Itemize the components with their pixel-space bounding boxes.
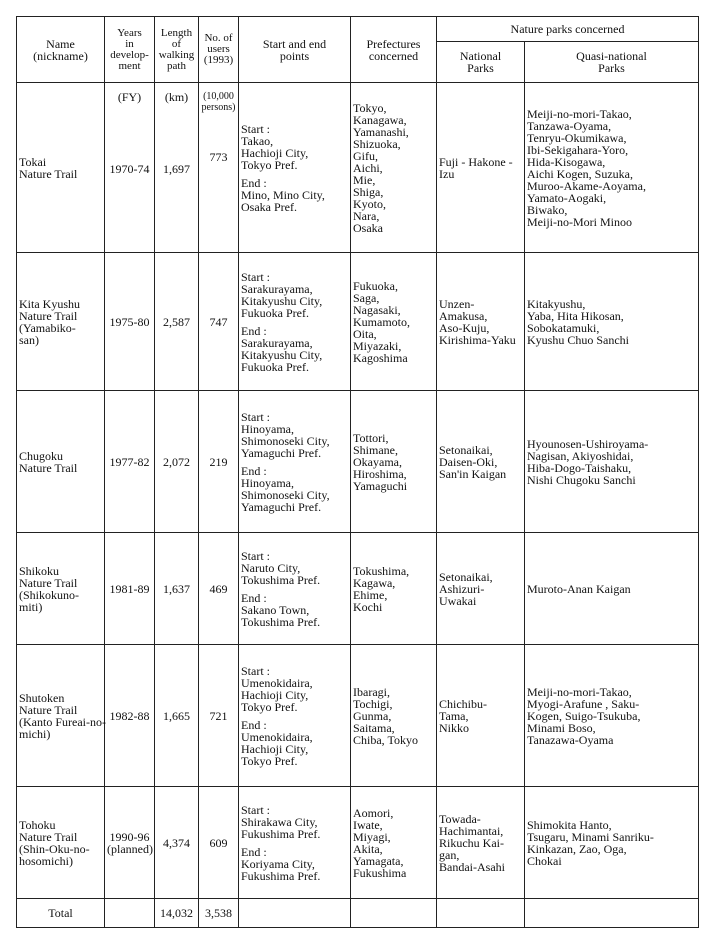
trail-prefectures: Tokushima, Kagawa, Ehime, Kochi (353, 563, 410, 614)
cell-points (239, 533, 351, 645)
trail-national: Chichibu- Tama, Nikko (439, 696, 487, 735)
cell-years (105, 253, 155, 391)
header-points (239, 17, 351, 83)
trail-national: Unzen- Amakusa, Aso-Kuju, Kirishima-Yaku (439, 296, 516, 347)
cell-total-prefectures (351, 899, 437, 928)
cell-national (437, 83, 525, 253)
table-row (17, 253, 699, 391)
cell-quasi (525, 645, 699, 787)
cell-prefectures (351, 391, 437, 533)
cell-name (17, 253, 105, 391)
header-national-text: National Parks (459, 49, 502, 75)
nature-trail-table (16, 16, 699, 928)
cell-total-quasi (525, 899, 699, 928)
table-row (17, 533, 699, 645)
cell-quasi (525, 253, 699, 391)
cell-years (105, 645, 155, 787)
trail-name: Chugoku Nature Trail (19, 448, 78, 475)
unit-length: (km) (164, 90, 189, 104)
cell-years (105, 83, 155, 253)
unit-years: (FY) (117, 90, 142, 104)
total-length: 14,032 (160, 906, 193, 920)
trail-years: 1982-88 (109, 708, 150, 723)
cell-points (239, 391, 351, 533)
trail-points: Start : Naruto City, Tokushima Pref. End : Sakano Town, Tokushima Pref. (241, 548, 321, 629)
cell-prefectures (351, 83, 437, 253)
trail-quasi: Shimokita Hanto, Tsugaru, Minami Sanriku- Kinkazan, Zao, Oga, Chokai (527, 817, 654, 868)
cell-quasi (525, 391, 699, 533)
cell-prefectures (351, 645, 437, 787)
header-users-text: No. of users (1993) (203, 32, 234, 66)
table-row (17, 787, 699, 899)
trail-name: Shutoken Nature Trail (Kanto Fureai-no- michi) (19, 690, 106, 741)
header-years (105, 17, 155, 83)
trail-quasi: Meiji-no-mori-Takao, Tanzawa-Oyama, Tenryu-Okumikawa, Ibi-Sekigahara-Yoro, Hida-Kisogawa, Aichi Kogen, Suzuka, Muroo-Akame-Aoyama, Yamato-Aogaki, Biwako, Meiji-no-Mori Minoo (527, 106, 646, 229)
cell-points (239, 83, 351, 253)
trail-years: 1970-74 (109, 162, 150, 176)
total-users: 3,538 (205, 906, 232, 920)
cell-quasi (525, 787, 699, 899)
cell-quasi (525, 533, 699, 645)
cell-years (105, 533, 155, 645)
cell-name (17, 787, 105, 899)
cell-national (437, 787, 525, 899)
cell-national (437, 645, 525, 787)
header-length (155, 17, 199, 83)
trail-years: 1975-80 (109, 314, 150, 329)
header-prefectures-text: Prefectures concerned (366, 36, 421, 63)
trail-quasi: Meiji-no-mori-Takao, Myogi-Arafune , Saku- Kogen, Suigo-Tsukuba, Minami Boso, Tanazawa-Oyama (527, 684, 641, 747)
trail-points: Start : Sarakurayama, Kitakyushu City, Fukuoka Pref. End : Sarakurayama, Kitakyushu City, Fukuoka Pref. (241, 269, 323, 374)
trail-users: 747 (209, 314, 228, 329)
table-body (17, 83, 699, 928)
trail-users: 609 (209, 835, 228, 850)
cell-years (105, 787, 155, 899)
cell-national (437, 391, 525, 533)
trail-length: 1,665 (163, 708, 190, 723)
header-years-text: Years in develop- ment (110, 26, 149, 72)
trail-length: 2,587 (163, 314, 190, 329)
trail-users: 773 (209, 150, 228, 164)
cell-total-length (155, 899, 199, 928)
trail-prefectures: Aomori, Iwate, Miyagi, Akita, Yamagata, Fukushima (353, 805, 407, 880)
cell-total-years (105, 899, 155, 928)
trail-users: 469 (209, 581, 228, 596)
cell-length (155, 645, 199, 787)
cell-total-points (239, 899, 351, 928)
trail-points: Start : Hinoyama, Shimonoseki City, Yamaguchi Pref. End : Hinoyama, Shimonoseki City, Yamaguchi Pref. (241, 409, 330, 514)
cell-length (155, 253, 199, 391)
trail-length: 2,072 (163, 454, 190, 469)
cell-users (199, 787, 239, 899)
cell-total-users (199, 899, 239, 928)
cell-total-label (17, 899, 105, 928)
trail-users: 721 (209, 708, 228, 723)
trail-prefectures: Fukuoka, Saga, Nagasaki, Kumamoto, Oita, Miyazaki, Kagoshima (353, 278, 410, 365)
cell-points (239, 645, 351, 787)
cell-users (199, 533, 239, 645)
trail-length: 1,637 (163, 581, 190, 596)
trail-national: Fuji - Hakone - Izu (439, 154, 513, 181)
header-users (199, 17, 239, 83)
cell-prefectures (351, 533, 437, 645)
cell-users (199, 83, 239, 253)
cell-total-national (437, 899, 525, 928)
header-parks (437, 17, 699, 42)
header-name (17, 17, 105, 83)
trail-national: Setonaikai, Daisen-Oki, San'in Kaigan (439, 442, 507, 481)
cell-length (155, 787, 199, 899)
cell-length (155, 391, 199, 533)
header-parks-text: Nature parks concerned (510, 22, 625, 36)
trail-length: 1,697 (163, 162, 190, 176)
trail-prefectures: Tokyo, Kanagawa, Yamanashi, Shizuoka, Gifu, Aichi, Mie, Shiga, Kyoto, Nara, Osaka (353, 100, 409, 235)
trail-name: Kita Kyushu Nature Trail (Yamabiko- san) (19, 296, 80, 347)
total-label: Total (48, 906, 73, 920)
trail-years: 1981-89 (109, 581, 150, 596)
unit-users: (10,000 persons) (201, 91, 236, 113)
trail-national: Towada- Hachimantai, Rikuchu Kai- gan, Bandai-Asahi (439, 811, 505, 874)
header-length-text: Length of walking path (158, 26, 195, 72)
table-row (17, 645, 699, 787)
header-name-text: Name (nickname) (33, 36, 88, 63)
cell-users (199, 253, 239, 391)
trail-quasi: Hyounosen-Ushiroyama- Nagisan, Akiyoshidai, Hiba-Dogo-Taishaku, Nishi Chugoku Sanchi (527, 436, 649, 487)
cell-points (239, 787, 351, 899)
cell-points (239, 253, 351, 391)
trail-length: 4,374 (163, 835, 190, 850)
trail-name: Tokai Nature Trail (19, 154, 78, 181)
header-quasi (525, 42, 699, 83)
cell-users (199, 645, 239, 787)
trail-years: 1977-82 (109, 454, 150, 469)
total-row (17, 899, 699, 928)
trail-prefectures: Tottori, Shimane, Okayama, Hiroshima, Yamaguchi (353, 430, 408, 493)
cell-national (437, 253, 525, 391)
cell-name (17, 645, 105, 787)
cell-users (199, 391, 239, 533)
trail-points: Start : Shirakawa City, Fukushima Pref. End : Koriyama City, Fukushima Pref. (241, 802, 321, 883)
cell-years (105, 391, 155, 533)
trail-users: 219 (209, 454, 228, 469)
header-points-text: Start and end points (262, 36, 327, 63)
cell-name (17, 391, 105, 533)
trail-name: Tohoku Nature Trail (Shin-Oku-no- hosomichi) (19, 817, 90, 868)
header-prefectures (351, 17, 437, 83)
cell-length (155, 533, 199, 645)
table-page (16, 16, 698, 928)
cell-name (17, 83, 105, 253)
trail-national: Setonaikai, Ashizuri- Uwakai (439, 569, 493, 608)
cell-name (17, 533, 105, 645)
trail-quasi: Kitakyushu, Yaba, Hita Hikosan, Sobokatamuki, Kyushu Chuo Sanchi (527, 296, 629, 347)
header-quasi-text: Quasi-national Parks (576, 49, 647, 75)
trail-points: Start : Takao, Hachioji City, Tokyo Pref. End : Mino, Mino City, Osaka Pref. (241, 121, 325, 214)
trail-name: Shikoku Nature Trail (Shikokuno- miti) (19, 563, 79, 614)
trail-points: Start : Umenokidaira, Hachioji City, Tokyo Pref. End : Umenokidaira, Hachioji City, Tokyo Pref. (241, 663, 313, 768)
cell-prefectures (351, 787, 437, 899)
cell-quasi (525, 83, 699, 253)
trail-quasi: Muroto-Anan Kaigan (527, 581, 631, 596)
trail-years: 1990-96 (planned) (107, 829, 153, 856)
table-row (17, 83, 699, 253)
cell-prefectures (351, 253, 437, 391)
cell-national (437, 533, 525, 645)
cell-length (155, 83, 199, 253)
trail-prefectures: Ibaragi, Tochigi, Gunma, Saitama, Chiba, Tokyo (353, 684, 418, 747)
table-row (17, 391, 699, 533)
header-national (437, 42, 525, 83)
